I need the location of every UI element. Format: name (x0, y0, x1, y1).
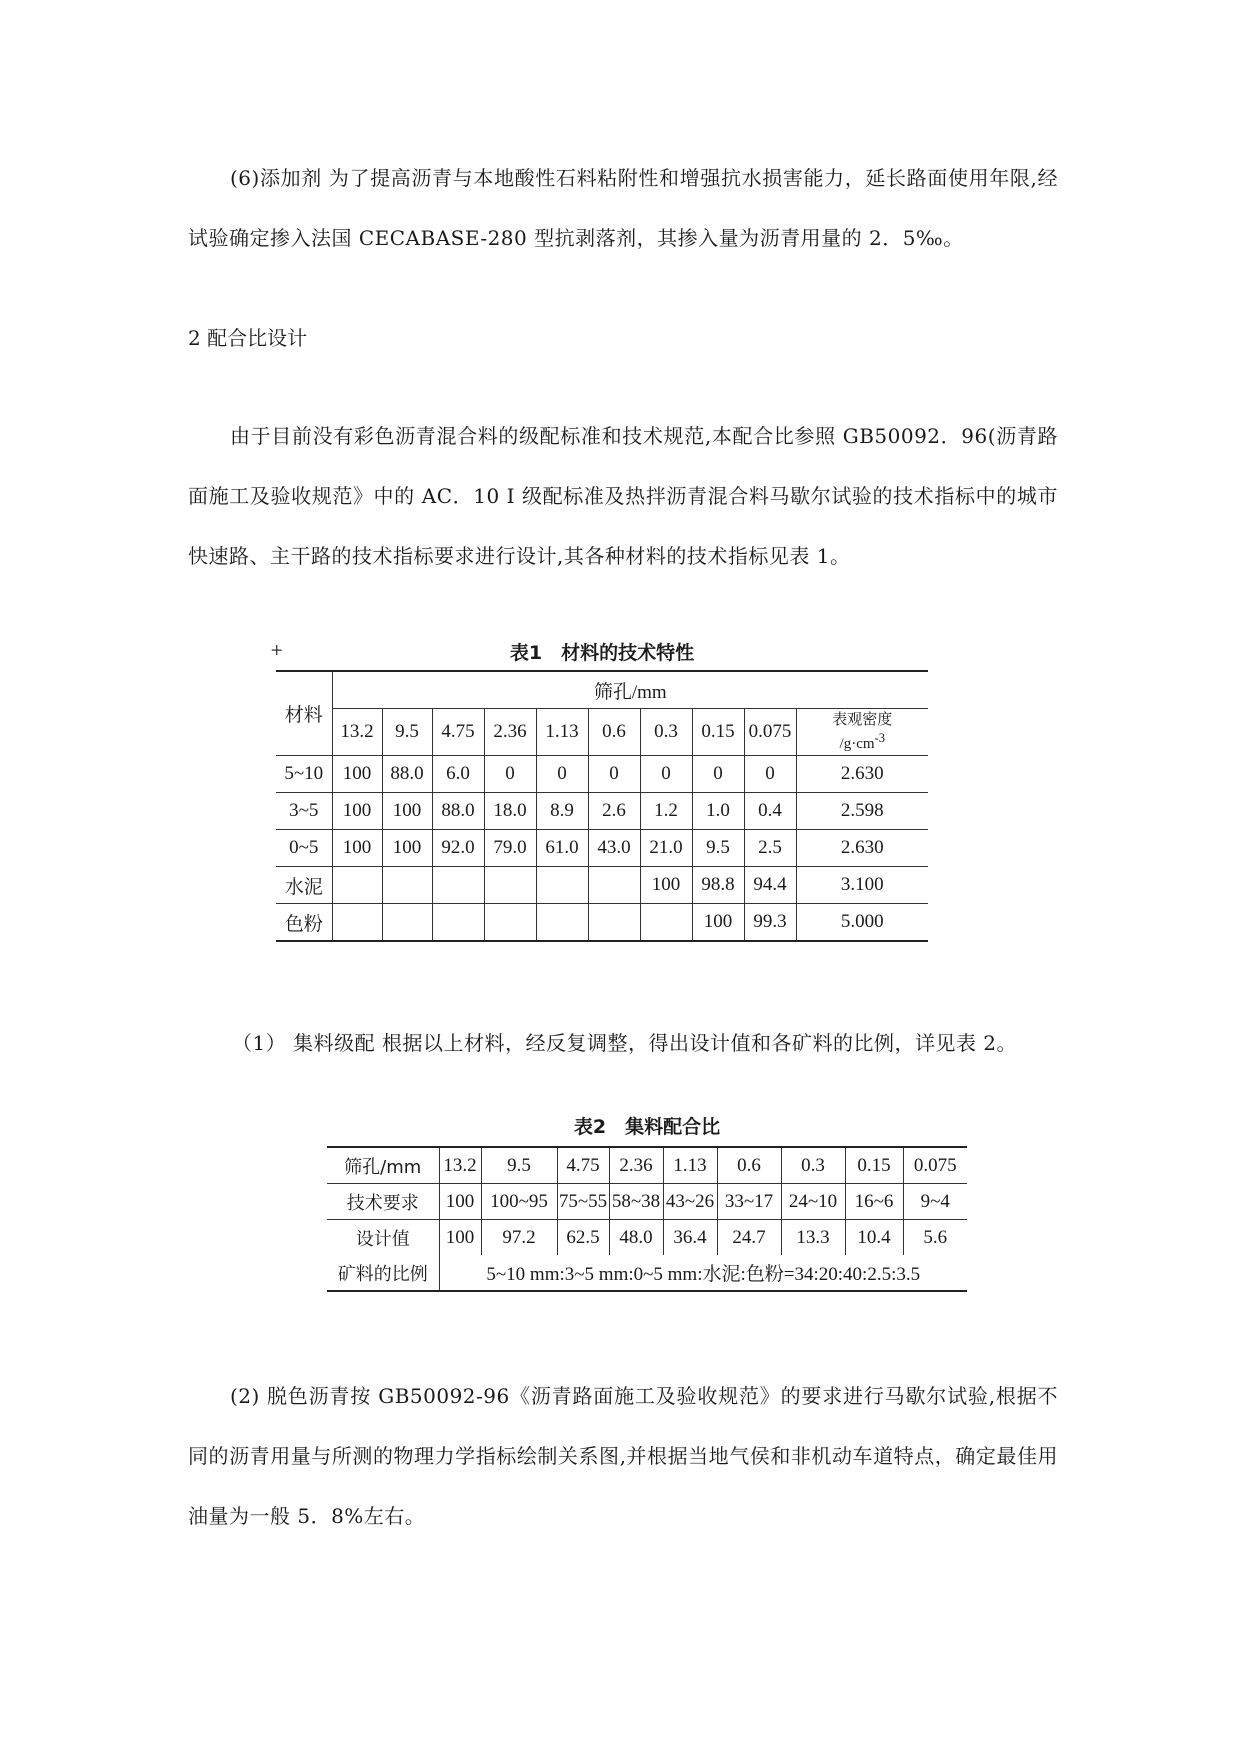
table2-title: 表2 集料配合比 (573, 1116, 721, 1138)
size-header: 0.6 (588, 709, 640, 756)
value-cell (588, 867, 640, 904)
value-cell: 88.0 (382, 756, 432, 793)
table2-row (327, 1220, 967, 1256)
value-cell: 94.4 (744, 867, 796, 904)
value-cell: 0.6 (717, 1147, 781, 1184)
value-cell: 1.0 (692, 793, 744, 830)
value-cell: 2.5 (744, 830, 796, 867)
value-cell: 100 (382, 793, 432, 830)
value-cell: 9.5 (481, 1147, 557, 1184)
value-cell: 75~55 (557, 1184, 609, 1220)
value-cell (484, 867, 536, 904)
value-cell: 99.3 (744, 904, 796, 942)
material-cell: 色粉 (276, 904, 332, 942)
table1-row (276, 904, 928, 942)
value-cell: 1.2 (640, 793, 692, 830)
size-header: 1.13 (536, 709, 588, 756)
value-cell: 61.0 (536, 830, 588, 867)
value-cell: 92.0 (432, 830, 484, 867)
value-cell: 100 (692, 904, 744, 942)
ratio-label: 矿料的比例 (327, 1255, 439, 1291)
value-cell: 43.0 (588, 830, 640, 867)
density-cell: 2.630 (796, 756, 928, 793)
density-cell: 2.598 (796, 793, 928, 830)
paragraph-aggregate-gradation: （1） 集料级配 根据以上材料，经反复调整，得出设计值和各矿料的比例，详见表 2。 (232, 1031, 1018, 1055)
density-header-line2: /g·cm (839, 736, 875, 752)
size-header: 0.15 (692, 709, 744, 756)
size-header: 4.75 (432, 709, 484, 756)
value-cell: 8.9 (536, 793, 588, 830)
value-cell (536, 904, 588, 942)
value-cell: 18.0 (484, 793, 536, 830)
value-cell: 48.0 (609, 1220, 663, 1256)
value-cell: 0 (692, 756, 744, 793)
table1-row (276, 756, 928, 793)
corner-mark: + (270, 640, 284, 659)
table2-grid (327, 1146, 967, 1292)
table2-row (327, 1147, 967, 1184)
value-cell: 100 (439, 1220, 481, 1256)
value-cell: 0.075 (903, 1147, 967, 1184)
value-cell: 0 (484, 756, 536, 793)
value-cell: 0.3 (781, 1147, 845, 1184)
size-header: 2.36 (484, 709, 536, 756)
value-cell (484, 904, 536, 942)
section-heading: 2 配合比设计 (188, 326, 308, 350)
value-cell: 79.0 (484, 830, 536, 867)
value-cell: 13.3 (781, 1220, 845, 1256)
table1-row (276, 867, 928, 904)
value-cell: 24~10 (781, 1184, 845, 1220)
value-cell: 100 (332, 830, 382, 867)
density-cell: 3.100 (796, 867, 928, 904)
value-cell: 21.0 (640, 830, 692, 867)
value-cell: 16~6 (845, 1184, 903, 1220)
value-cell (536, 867, 588, 904)
material-cell: 0~5 (276, 830, 332, 867)
table1-row (276, 830, 928, 867)
density-header-exponent: -3 (874, 731, 885, 745)
value-cell: 1.13 (663, 1147, 717, 1184)
value-cell: 100 (640, 867, 692, 904)
paragraph-additive: (6)添加剂 为了提高沥青与本地酸性石料粘附性和增强抗水损害能力，延长路面使用年限,经试验确定掺入法国 CECABASE-280 型抗剥落剂，其掺入量为沥青用量的 2．5‰。 (188, 166, 1058, 250)
density-header-line1: 表观密度 (832, 712, 893, 728)
value-cell: 62.5 (557, 1220, 609, 1256)
density-header (796, 709, 928, 756)
value-cell: 88.0 (432, 793, 484, 830)
material-cell: 5~10 (276, 756, 332, 793)
material-cell: 3~5 (276, 793, 332, 830)
row-label: 筛孔/mm (327, 1147, 439, 1184)
value-cell: 9.5 (692, 830, 744, 867)
value-cell: 0 (536, 756, 588, 793)
value-cell: 100~95 (481, 1184, 557, 1220)
value-cell (640, 904, 692, 942)
value-cell: 100 (382, 830, 432, 867)
value-cell: 2.6 (588, 793, 640, 830)
value-cell: 0 (640, 756, 692, 793)
value-cell: 98.8 (692, 867, 744, 904)
size-header: 9.5 (382, 709, 432, 756)
value-cell: 13.2 (439, 1147, 481, 1184)
value-cell (332, 904, 382, 942)
row-label: 技术要求 (327, 1184, 439, 1220)
value-cell (588, 904, 640, 942)
value-cell: 2.36 (609, 1147, 663, 1184)
value-cell (382, 904, 432, 942)
value-cell: 0.15 (845, 1147, 903, 1184)
table-aggregate-mix (327, 1110, 967, 1292)
value-cell: 100 (332, 793, 382, 830)
density-cell: 2.630 (796, 830, 928, 867)
value-cell (432, 904, 484, 942)
value-cell: 100 (332, 756, 382, 793)
material-cell: 水泥 (276, 867, 332, 904)
sieve-header: 筛孔/mm (332, 671, 928, 709)
row-label: 设计值 (327, 1220, 439, 1256)
value-cell: 33~17 (717, 1184, 781, 1220)
table1-title: 表1 材料的技术特性 (509, 642, 695, 664)
table1-row (276, 793, 928, 830)
value-cell: 24.7 (717, 1220, 781, 1256)
value-cell: 0.4 (744, 793, 796, 830)
size-header: 0.3 (640, 709, 692, 756)
ratio-value: 5~10 mm:3~5 mm:0~5 mm:水泥:色粉=34:20:40:2.5:3.5 (439, 1255, 967, 1291)
value-cell: 5.6 (903, 1220, 967, 1256)
paragraph-marshall-test: (2) 脱色沥青按 GB50092-96《沥青路面施工及验收规范》的要求进行马歇尔试验,根据不同的沥青用量与所测的物理力学指标绘制关系图,并根据当地气侯和非机动车道特点，确定最佳用油量为一般 5．8%左右。 (188, 1384, 1058, 1528)
paragraph-design-basis: 由于目前没有彩色沥青混合料的级配标准和技术规范,本配合比参照 GB50092．96(沥青路面施工及验收规范》中的 AC．10 I 级配标准及热拌沥青混合料马歇尔试验的技术指标中的城市快速路、主干路的技术指标要求进行设计,其各种材料的技术指标见表 1。 (188, 424, 1058, 568)
value-cell: 0 (744, 756, 796, 793)
value-cell: 9~4 (903, 1184, 967, 1220)
value-cell: 6.0 (432, 756, 484, 793)
value-cell: 100 (439, 1184, 481, 1220)
value-cell: 58~38 (609, 1184, 663, 1220)
table1-grid (276, 670, 928, 942)
material-header: 材料 (276, 671, 332, 756)
density-cell: 5.000 (796, 904, 928, 942)
table2-row (327, 1184, 967, 1220)
size-header: 13.2 (332, 709, 382, 756)
value-cell: 4.75 (557, 1147, 609, 1184)
value-cell: 10.4 (845, 1220, 903, 1256)
value-cell (382, 867, 432, 904)
value-cell (332, 867, 382, 904)
value-cell: 0 (588, 756, 640, 793)
size-header: 0.075 (744, 709, 796, 756)
value-cell: 97.2 (481, 1220, 557, 1256)
value-cell: 36.4 (663, 1220, 717, 1256)
value-cell: 43~26 (663, 1184, 717, 1220)
table-material-properties (276, 638, 928, 942)
value-cell (432, 867, 484, 904)
